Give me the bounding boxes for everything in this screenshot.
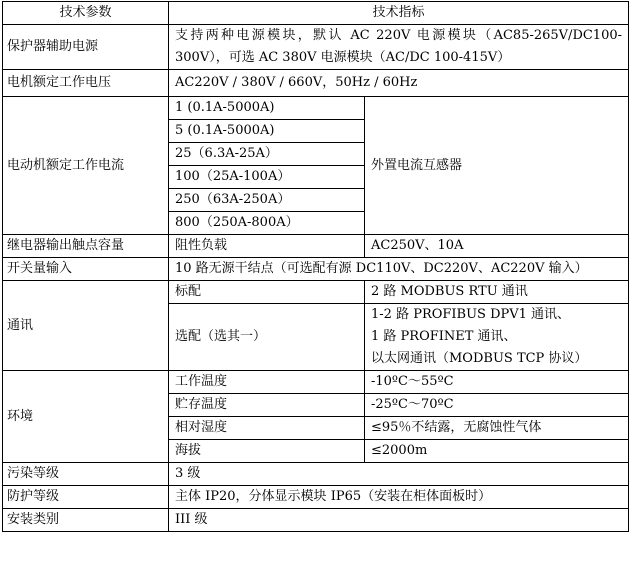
protection-label: 防护等级 bbox=[3, 486, 169, 509]
comm-optional-label: 选配（选其一） bbox=[169, 304, 365, 371]
current-note: 外置电流互感器 bbox=[365, 97, 629, 235]
env-item-value: -25ºC～70ºC bbox=[365, 394, 629, 417]
comm-label: 通讯 bbox=[3, 281, 169, 371]
env-item-name: 工作温度 bbox=[169, 371, 365, 394]
header-spec: 技术指标 bbox=[169, 2, 629, 25]
env-item-value: ≤95％不结露，无腐蚀性气体 bbox=[365, 417, 629, 440]
motor-current-label: 电动机额定工作电流 bbox=[3, 97, 169, 235]
relay-value: AC250V、10A bbox=[365, 235, 629, 258]
row-motor-voltage bbox=[3, 70, 629, 97]
aux-power-value: 支持两种电源模块，默认 AC 220V 电源模块（AC85-265V/DC100-300V），可选 AC 380V 电源模块（AC/DC 100-415V） bbox=[169, 25, 629, 70]
current-range: 800（250A-800A） bbox=[169, 212, 365, 235]
install-label: 安装类别 bbox=[3, 509, 169, 532]
comm-standard-value: 2 路 MODBUS RTU 通讯 bbox=[365, 281, 629, 304]
comm-standard-label: 标配 bbox=[169, 281, 365, 304]
motor-voltage-label: 电机额定工作电压 bbox=[3, 70, 169, 97]
motor-voltage-value: AC220V / 380V / 660V，50Hz / 60Hz bbox=[169, 70, 629, 97]
protection-value: 主体 IP20，分体显示模块 IP65（安装在柜体面板时） bbox=[169, 486, 629, 509]
relay-load: 阻性负载 bbox=[169, 235, 365, 258]
env-item-value: -10ºC～55ºC bbox=[365, 371, 629, 394]
env-item-value: ≤2000m bbox=[365, 440, 629, 463]
comm-optional-value bbox=[365, 304, 629, 371]
env-item-name: 相对湿度 bbox=[169, 417, 365, 440]
comm-optional-line: 以太网通讯（MODBUS TCP 协议） bbox=[371, 351, 588, 366]
install-value: III 级 bbox=[169, 509, 629, 532]
row-motor-current bbox=[3, 97, 629, 120]
current-range: 250（63A-250A） bbox=[169, 189, 365, 212]
row-install bbox=[3, 509, 629, 532]
row-env bbox=[3, 371, 629, 394]
pollution-value: 3 级 bbox=[169, 463, 629, 486]
env-item-name: 贮存温度 bbox=[169, 394, 365, 417]
current-range: 5 (0.1A-5000A) bbox=[169, 120, 365, 143]
row-protection bbox=[3, 486, 629, 509]
env-item-name: 海拔 bbox=[169, 440, 365, 463]
relay-label: 继电器输出触点容量 bbox=[3, 235, 169, 258]
row-aux-power bbox=[3, 25, 629, 70]
comm-optional-line: 1-2 路 PROFIBUS DPV1 通讯、 bbox=[371, 307, 571, 322]
current-range: 25（6.3A-25A） bbox=[169, 143, 365, 166]
current-range: 1 (0.1A-5000A) bbox=[169, 97, 365, 120]
row-comm bbox=[3, 281, 629, 304]
row-relay bbox=[3, 235, 629, 258]
row-switch-input bbox=[3, 258, 629, 281]
current-range: 100（25A-100A） bbox=[169, 166, 365, 189]
switch-input-label: 开关量输入 bbox=[3, 258, 169, 281]
spec-table bbox=[2, 1, 629, 532]
aux-power-label: 保护器辅助电源 bbox=[3, 25, 169, 70]
comm-optional-line: 1 路 PROFINET 通讯、 bbox=[371, 329, 517, 344]
pollution-label: 污染等级 bbox=[3, 463, 169, 486]
row-pollution bbox=[3, 463, 629, 486]
env-label: 环境 bbox=[3, 371, 169, 463]
header-param: 技术参数 bbox=[3, 2, 169, 25]
header-row bbox=[3, 2, 629, 25]
switch-input-value: 10 路无源干结点（可选配有源 DC110V、DC220V、AC220V 输入） bbox=[169, 258, 629, 281]
